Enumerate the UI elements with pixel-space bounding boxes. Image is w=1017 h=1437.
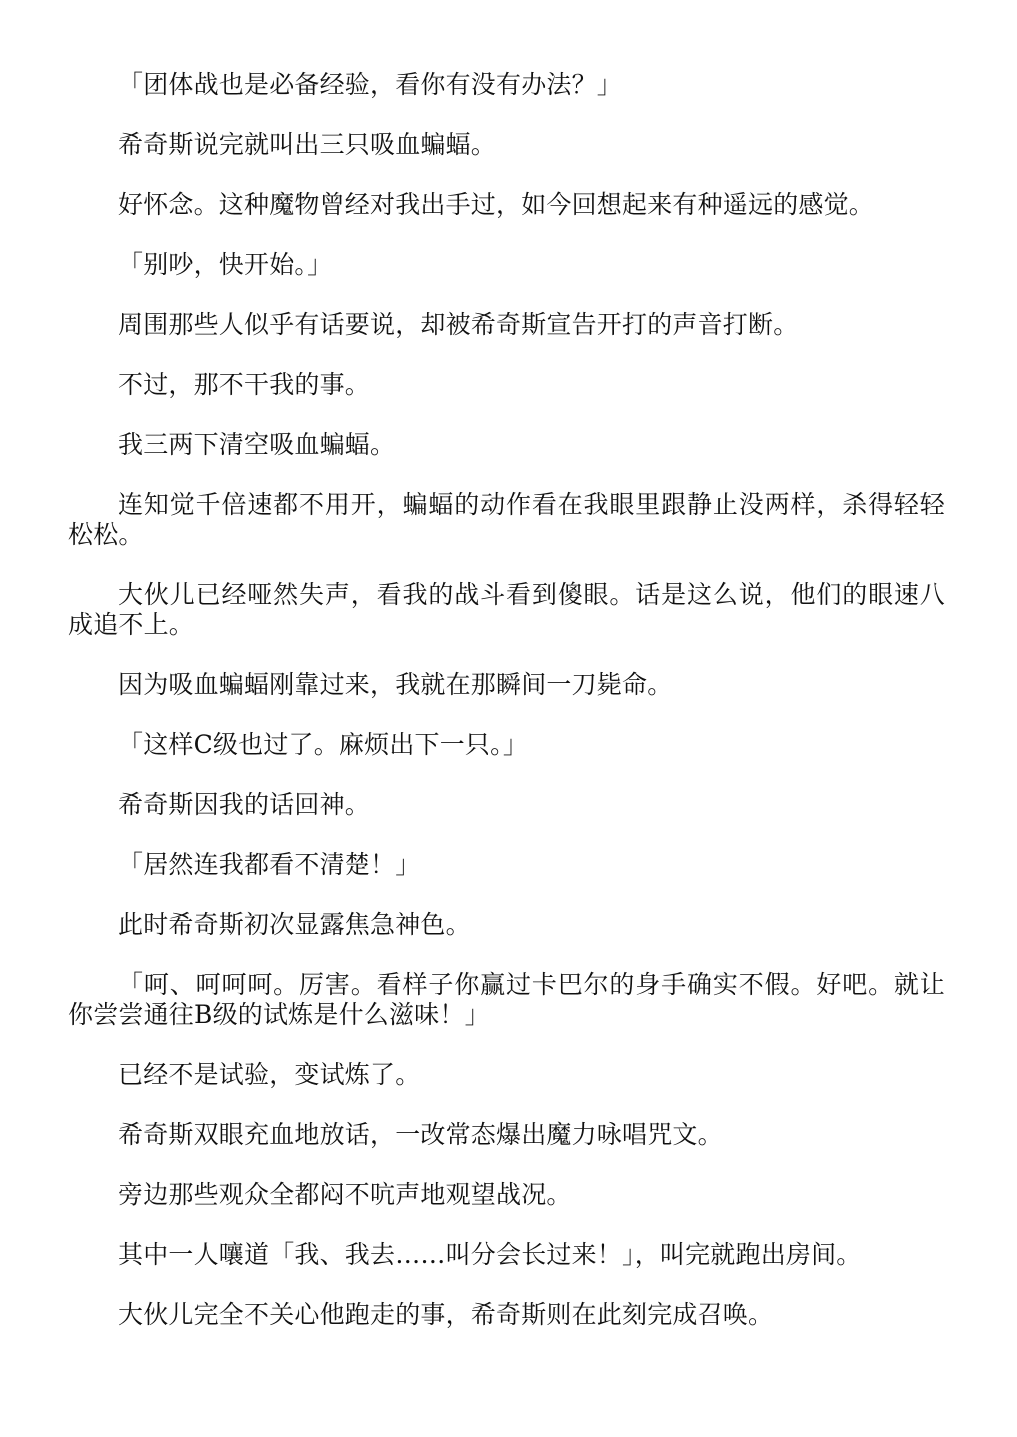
paragraph-18: 旁边那些观众全都闷不吭声地观望战况。 (118, 1180, 572, 1209)
paragraph-19: 其中一人嚷道「我、我去……叫分会长过来！」，叫完就跑出房间。 (118, 1240, 862, 1269)
paragraph-6: 不过，那不干我的事。 (118, 370, 371, 399)
paragraph-9: 大伙儿已经哑然失声，看我的战斗看到傻眼。话是这么说，他们的眼速八成追不上。 (68, 580, 945, 639)
paragraph-17: 希奇斯双眼充血地放话，一改常态爆出魔力咏唱咒文。 (118, 1120, 723, 1149)
paragraph-16: 已经不是试验，变试炼了。 (118, 1060, 421, 1089)
paragraph-5: 周围那些人似乎有话要说，却被希奇斯宣告开打的声音打断。 (118, 310, 799, 339)
paragraph-10: 因为吸血蝙蝠刚靠过来，我就在那瞬间一刀毙命。 (118, 670, 673, 699)
paragraph-11: 「这样C级也过了。麻烦出下一只。」 (118, 730, 529, 759)
paragraph-13: 「居然连我都看不清楚！」 (118, 850, 421, 879)
paragraph-4: 「别吵，快开始。」 (118, 250, 333, 279)
paragraph-2: 希奇斯说完就叫出三只吸血蝙蝠。 (118, 130, 497, 159)
paragraph-14: 此时希奇斯初次显露焦急神色。 (118, 910, 471, 939)
paragraph-20: 大伙儿完全不关心他跑走的事，希奇斯则在此刻完成召唤。 (118, 1300, 774, 1329)
paragraph-12: 希奇斯因我的话回神。 (118, 790, 371, 819)
paragraph-1: 「团体战也是必备经验，看你有没有办法？」 (118, 70, 623, 99)
paragraph-3: 好怀念。这种魔物曾经对我出手过，如今回想起来有种遥远的感觉。 (118, 190, 875, 219)
paragraph-7: 我三两下清空吸血蝙蝠。 (118, 430, 396, 459)
paragraph-15: 「呵、呵呵呵。厉害。看样子你赢过卡巴尔的身手确实不假。好吧。就让你尝尝通往B级的试炼是什么滋味！」 (68, 970, 945, 1029)
paragraph-8: 连知觉千倍速都不用开，蝙蝠的动作看在我眼里跟静止没两样，杀得轻轻松松。 (68, 490, 945, 549)
